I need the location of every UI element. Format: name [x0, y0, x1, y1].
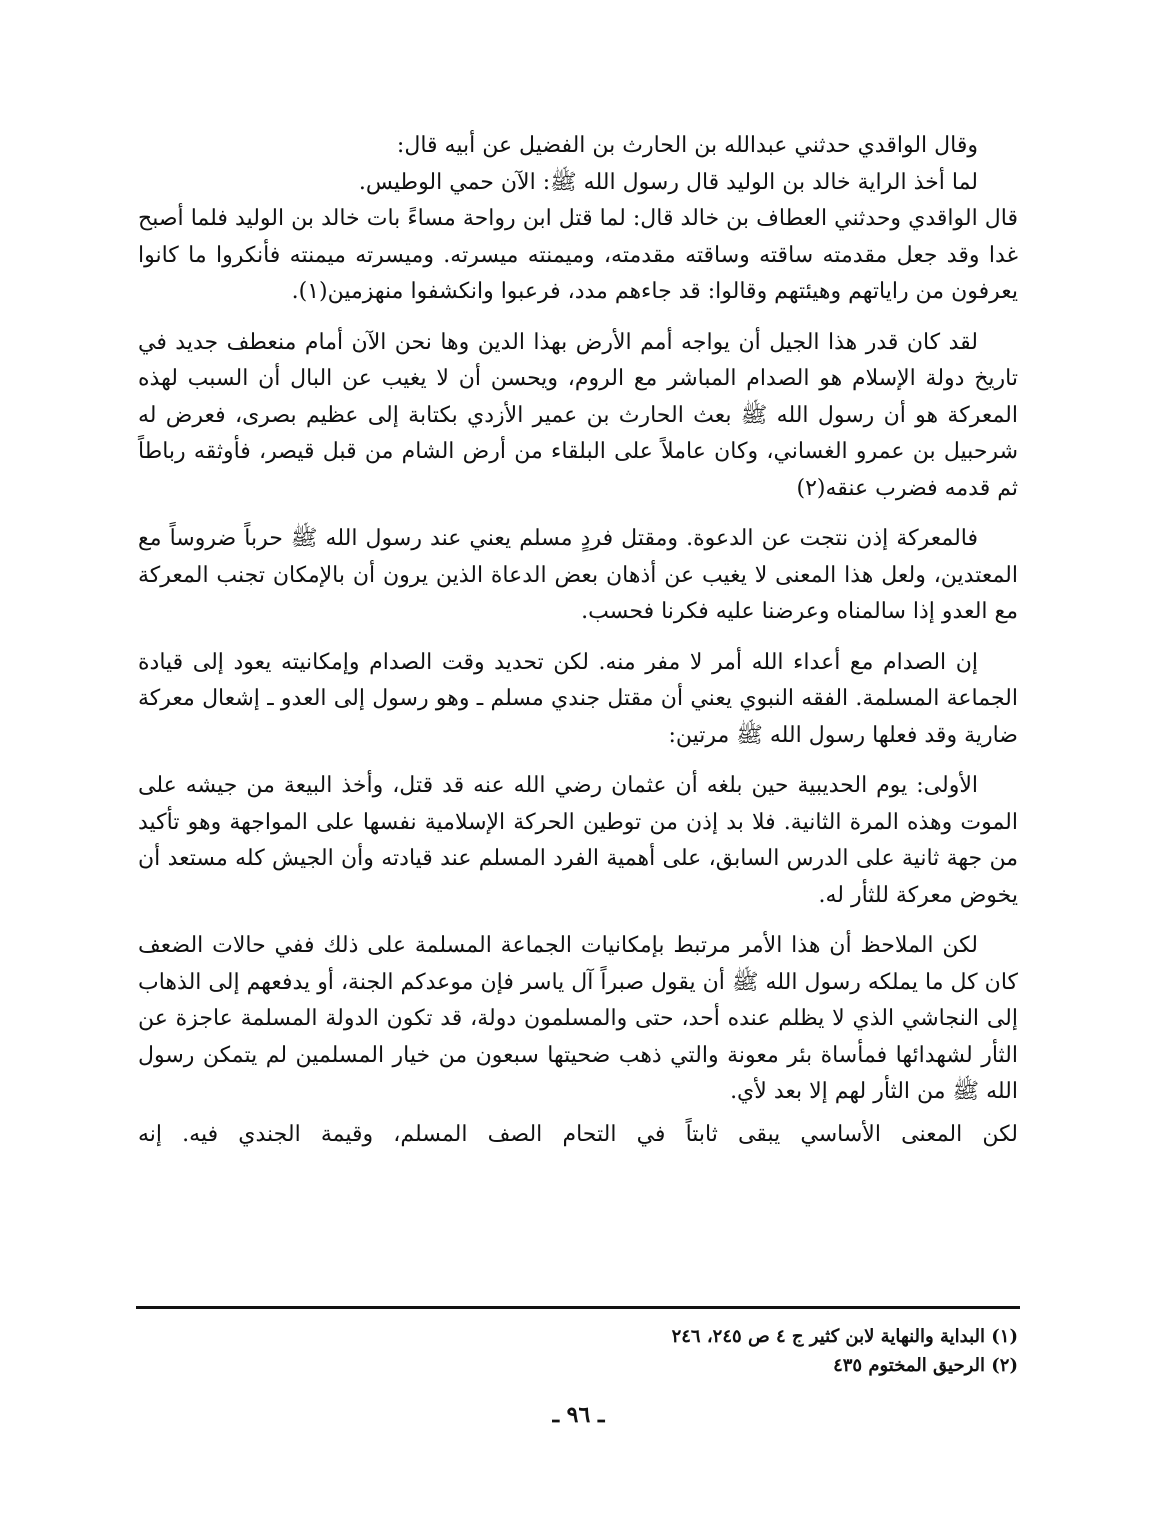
paragraph-3: قال الواقدي وحدثني العطاف بن خالد قال: لما قتل ابن رواحة مساءً بات خالد بن الوليد فلما أصبح غدا وقد جعل مقدمته ساقته وساقته مقدمته، وميمنته ميسرته. وميسرته ميمنته فأنكروا ما كانوا يعرفون من راياتهم وهيئتهم وقالوا: قد جاءهم مدد، فرعبوا وانكشفوا منهزمين(١).: [138, 206, 1019, 304]
footnotes: [138, 1322, 1018, 1380]
footnote-divider: [136, 1306, 1020, 1309]
footnote-2: (٢) الرحيق المختوم ٤٣٥: [833, 1355, 1018, 1376]
paragraph-2: لما أخذ الراية خالد بن الوليد قال رسول الله ﷺ: الآن حمي الوطيس.: [358, 169, 978, 195]
paragraph-5: فالمعركة إذن نتجت عن الدعوة. ومقتل فردٍ مسلم يعني عند رسول الله ﷺ حرباً ضروساً مع المعتدين، ولعل هذا المعنى لا يغيب عن أذهان بعض الدعاة الذين يرون أن بالإمكان تجنب المعركة مع العدو إذا سالمناه وعرضنا عليه فكرنا فحسب.: [138, 526, 1018, 624]
paragraph-7: الأولى: يوم الحديبية حين بلغه أن عثمان رضي الله عنه قد قتل، وأخذ البيعة من جيشه على الموت وهذه المرة الثانية. فلا بد إذن من توطين الحركة الإسلامية نفسها على المواجهة وهو تأكيد من جهة ثانية على الدرس السابق، على أهمية الفرد المسلم عند قيادته وأن الجيش كله مستعد أن يخوض معركة للثأر له.: [138, 773, 1018, 908]
paragraph-4: لقد كان قدر هذا الجيل أن يواجه أمم الأرض بهذا الدين وها نحن الآن أمام منعطف جديد في تاريخ دولة الإسلام هو الصدام المباشر مع الروم، ويحسن أن لا يغيب عن البال أن السبب لهذه المعركة هو أن رسول الله ﷺ بعث الحارث بن عمير الأزدي بكتابة إلى عظيم بصرى، فعرض له شرحبيل بن عمرو الغساني، وكان عاملاً على البلقاء من أرض الشام من قبل قيصر، فأوثقه رباطاً ثم قدمه فضرب عنقه(٢): [138, 329, 1018, 501]
page-number: ـ ٩٦ ـ: [552, 1402, 605, 1428]
paragraph-1: وقال الواقدي حدثني عبدالله بن الحارث بن الفضيل عن أبيه قال:: [396, 133, 978, 158]
footnote-1: (١) البداية والنهاية لابن كثير ج ٤ ص ٢٤٥، ٢٤٦: [671, 1326, 1018, 1347]
paragraph-6: إن الصدام مع أعداء الله أمر لا مفر منه. لكن تحديد وقت الصدام وإمكانيته يعود إلى قيادة الجماعة المسلمة. الفقه النبوي يعني أن مقتل جندي مسلم ـ وهو رسول إلى العدو ـ إشعال معركة ضارية وقد فعلها رسول الله ﷺ مرتين:: [138, 649, 1018, 748]
paragraph-8: لكن الملاحظ أن هذا الأمر مرتبط بإمكانيات الجماعة المسلمة على ذلك ففي حالات الضعف كان كل ما يملكه رسول الله ﷺ أن يقول صبراً آل ياسر فإن موعدكم الجنة، أو يدفعهم إلى الذهاب إلى النجاشي الذي لا يظلم عنده أحد، حتى والمسلمون دولة، قد تكون الدولة المسلمة عاجزة عن الثأر لشهدائها فمأساة بئر معونة والتي ذهب ضحيتها سبعون من خيار المسلمين لم يتمكن رسول الله ﷺ من الثأر لهم إلا بعد لأي.: [138, 933, 1018, 1104]
paragraph-9: لكن المعنى الأساسي يبقى ثابتاً في التحام الصف المسلم، وقيمة الجندي فيه. إنه: [138, 1121, 1018, 1147]
main-text: [138, 128, 1018, 1153]
